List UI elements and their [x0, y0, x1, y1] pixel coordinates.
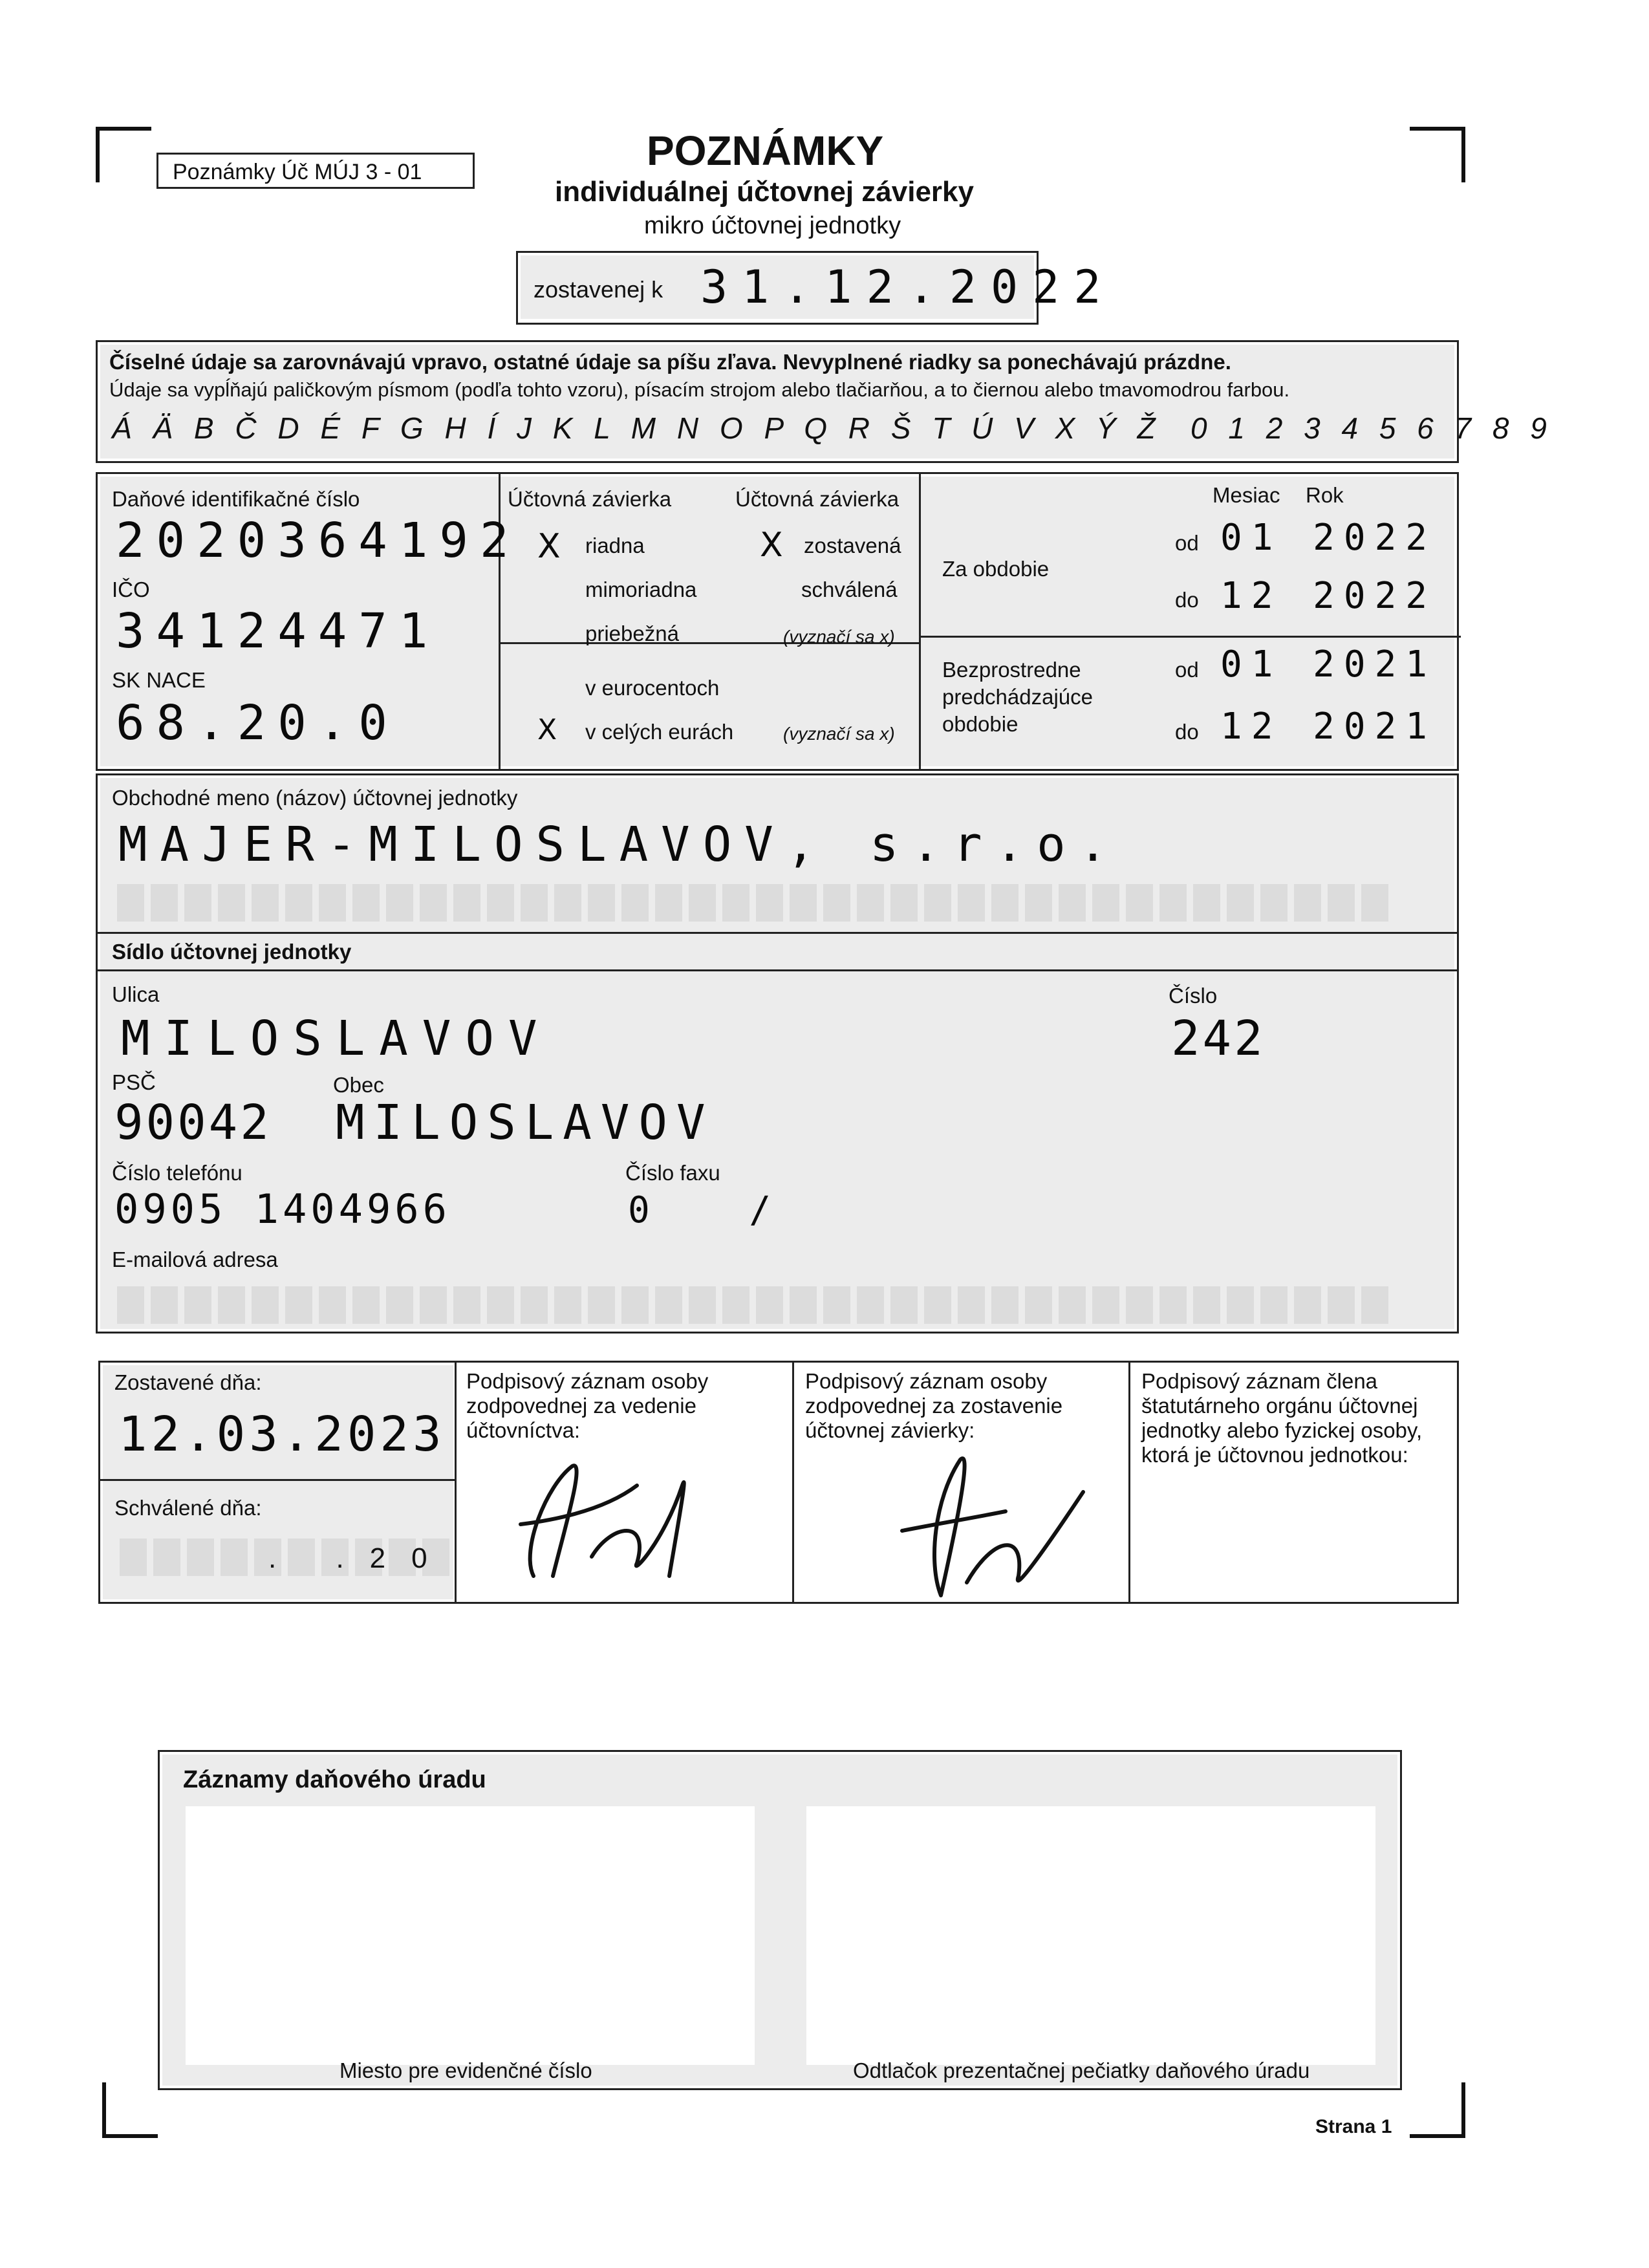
instructions-box — [96, 340, 1553, 463]
current-from-value: 01 2022 — [1220, 517, 1437, 559]
opt-zostavena: zostavená — [804, 534, 901, 557]
phone-label: Číslo telefónu — [112, 1161, 242, 1185]
sample-letters: Á Ä B Č D É F G H Í J K L M N O P Q R Š T Ú V X Ý Ž — [112, 411, 1162, 445]
form-code-box — [156, 153, 475, 189]
instructions-line-2: Údaje sa vypĺňajú paličkovým písmom (podľa tohto vzoru), písacím strojom alebo tlačiarňou, a to čiernou alebo tmavomodrou farbou. — [109, 378, 1290, 401]
city-label: Obec — [333, 1073, 384, 1097]
fax-value: 0 / — [628, 1189, 810, 1231]
current-to-value: 12 2022 — [1220, 575, 1437, 617]
form-code: Poznámky Úč MÚJ 3 - 01 — [173, 160, 422, 184]
opt-eur: v celých eurách — [585, 720, 734, 744]
sig3-label: Podpisový záznam člena štatutárneho orgánu účtovnej jednotky alebo fyzickej osoby, ktorá je účtovnou jednotkou: — [1141, 1369, 1423, 1467]
signature-accountant — [495, 1447, 740, 1595]
page-subtitle: individuálnej účtovnej závierky — [555, 176, 974, 208]
tax-office-left-caption: Miesto pre evidenčné číslo — [339, 2058, 592, 2082]
prev-period-label-1: Bezprostredne — [942, 658, 1081, 682]
instructions-line-1: Číselné údaje sa zarovnávajú vpravo, ostatné údaje sa píšu zľava. Nevyplnené riadky sa ponechávajú prázdne. — [109, 350, 1231, 374]
tax-office-right-caption: Odtlačok prezentačnej pečiatky daňového úradu — [853, 2058, 1310, 2082]
prev-from-value: 01 2021 — [1220, 643, 1437, 686]
signatures-box — [98, 1361, 1459, 1604]
nace-label: SK NACE — [112, 668, 206, 692]
opt-riadna: riadna — [585, 534, 645, 557]
opt-eurocent: v eurocentoch — [585, 676, 720, 700]
approved-on-label: Schválené dňa: — [114, 1496, 262, 1520]
city-value: MILOSLAVOV — [336, 1095, 715, 1150]
corner-mark-top-right — [1410, 127, 1465, 182]
entity-name-label: Obchodné meno (názov) účtovnej jednotky — [112, 786, 518, 810]
tax-office-title: Záznamy daňového úradu — [183, 1766, 486, 1793]
street-value: MILOSLAVOV — [121, 1011, 552, 1066]
page-subtitle-2: mikro účtovnej jednotky — [644, 212, 901, 239]
prev-to-value: 12 2021 — [1220, 706, 1437, 748]
approved-on-value: . .20 — [268, 1542, 453, 1574]
mark-hint-1: (vyznačí sa x) — [783, 627, 895, 647]
sig2-label: Podpisový záznam osoby zodpovednej za zostavenie účtovnej závierky: — [805, 1369, 1063, 1442]
compiled-on-value: 12.03.2023 — [118, 1407, 446, 1462]
compiled-date-box — [516, 251, 1116, 325]
entity-name-value: MAJER-MILOSLAVOV, s.r.o. — [118, 817, 1121, 872]
number-value: 242 — [1171, 1011, 1266, 1066]
opt-priebezna: priebežná — [585, 621, 679, 645]
current-to-label: do — [1175, 588, 1199, 612]
dic-value: 2020364192 — [116, 513, 521, 568]
checkbox-eur[interactable]: X — [537, 713, 557, 746]
fax-label: Číslo faxu — [625, 1161, 720, 1185]
corner-mark-bottom-right — [1410, 2082, 1465, 2138]
month-label: Mesiac — [1212, 483, 1280, 507]
checkbox-riadna[interactable]: X — [537, 527, 561, 566]
signature-compiler — [863, 1447, 1122, 1602]
prev-from-label: od — [1175, 658, 1199, 682]
ico-label: IČO — [112, 578, 150, 601]
prev-to-label: do — [1175, 720, 1199, 744]
corner-mark-bottom-left — [102, 2082, 158, 2138]
dic-label: Daňové identifikačné číslo — [112, 487, 360, 511]
prev-period-label-3: obdobie — [942, 712, 1018, 736]
prev-period-label-2: predchádzajúce — [942, 685, 1093, 709]
seat-label: Sídlo účtovnej jednotky — [112, 940, 352, 964]
identification-box — [96, 472, 1459, 771]
ico-value: 34124471 — [116, 603, 440, 659]
entity-name-empty-row — [117, 884, 1388, 922]
street-label: Ulica — [112, 982, 160, 1006]
statement-col2-header: Účtovná závierka — [735, 487, 900, 511]
number-label: Číslo — [1169, 984, 1218, 1008]
email-label: E-mailová adresa — [112, 1247, 278, 1271]
opt-schvalena: schválená — [801, 578, 898, 601]
statement-col1-header: Účtovná závierka — [508, 487, 672, 511]
year-label: Rok — [1306, 483, 1344, 507]
current-from-label: od — [1175, 531, 1199, 555]
compiled-date-value: 31.12.2022 — [700, 261, 1116, 314]
compiled-date-label: zostavenej k — [534, 276, 663, 303]
entity-box — [96, 773, 1459, 1334]
current-period-label: Za obdobie — [942, 557, 1050, 581]
psc-value: 90042 — [114, 1095, 272, 1150]
corner-mark-top-left — [96, 127, 151, 182]
email-empty-row — [117, 1286, 1388, 1324]
page-title: POZNÁMKY — [647, 127, 884, 174]
nace-value: 68.20.0 — [116, 695, 399, 751]
opt-mimoriadna: mimoriadna — [585, 578, 697, 601]
sample-digits: 0 1 2 3 4 5 6 7 8 9 — [1191, 411, 1553, 445]
phone-value: 0905 1404966 — [114, 1185, 451, 1233]
page-number: Strana 1 — [1315, 2116, 1392, 2137]
sig1-label: Podpisový záznam osoby zodpovednej za vedenie účtovníctva: — [466, 1369, 709, 1442]
mark-hint-2: (vyznačí sa x) — [783, 724, 895, 744]
psc-label: PSČ — [112, 1070, 156, 1094]
compiled-on-label: Zostavené dňa: — [114, 1370, 262, 1394]
tax-office-box — [158, 1750, 1402, 2090]
checkbox-zostavena[interactable]: X — [760, 526, 783, 565]
